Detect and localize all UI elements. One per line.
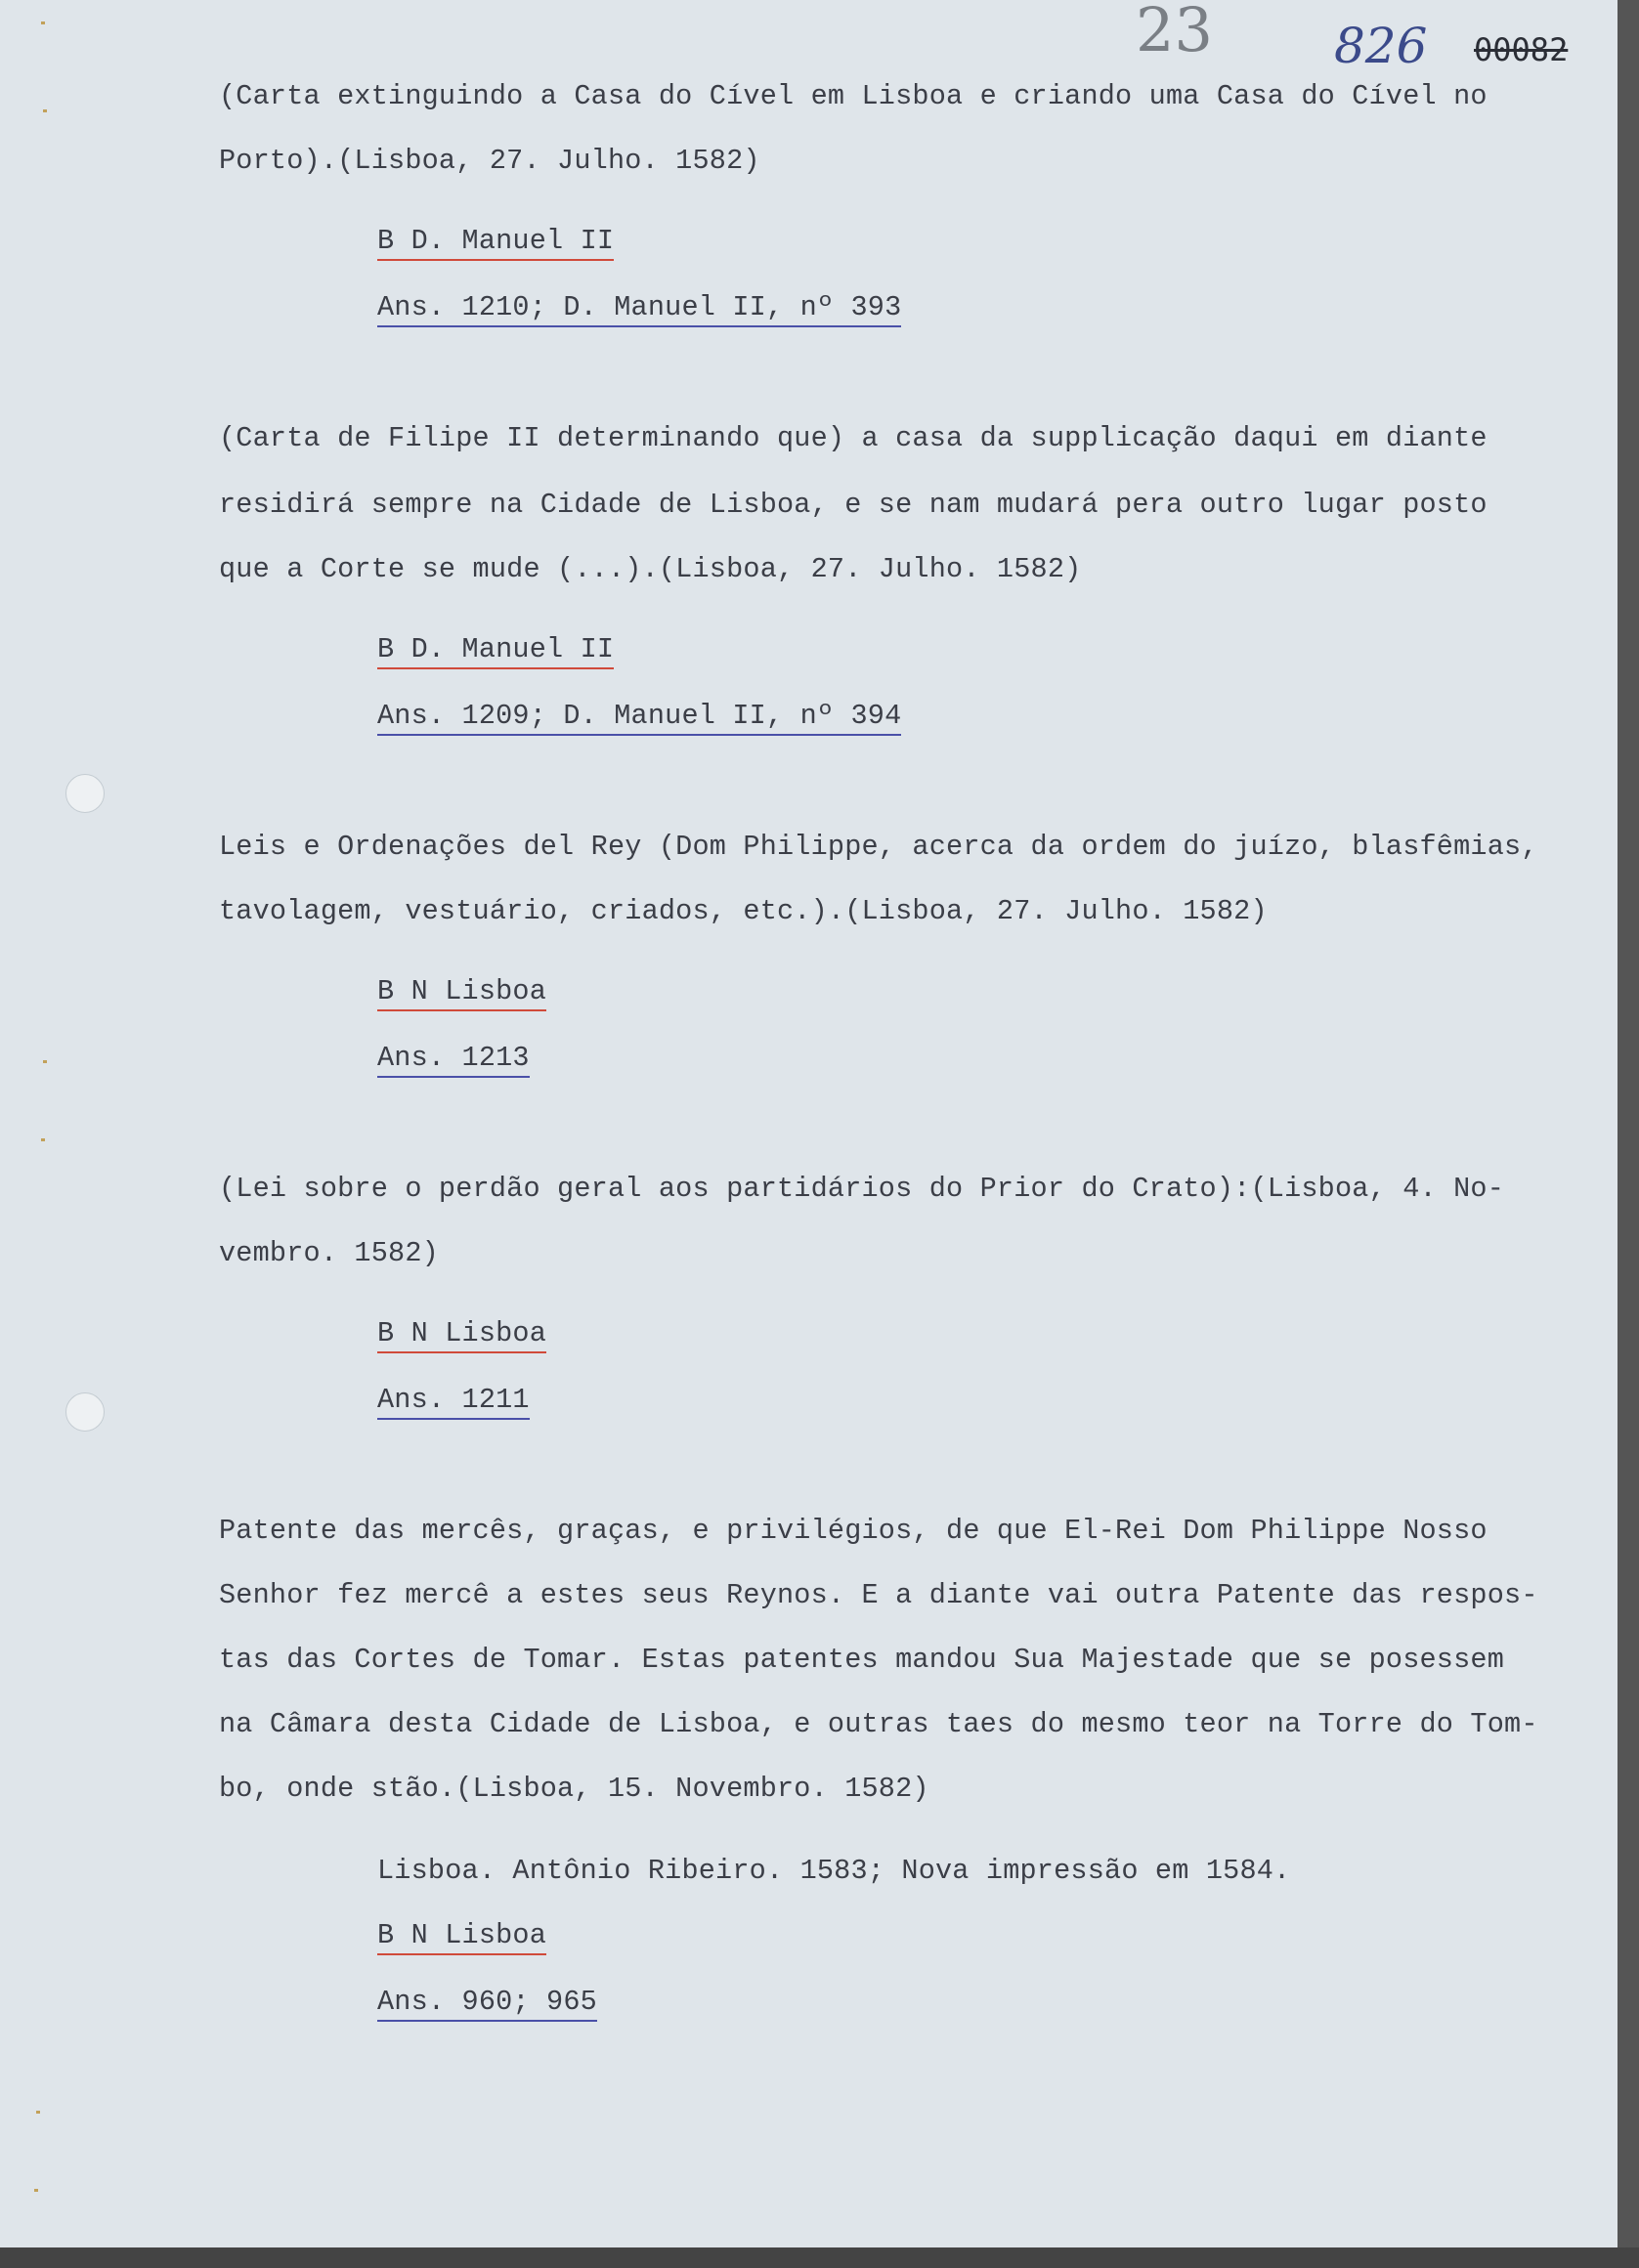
- entry-3-line-1: Leis e Ordenações del Rey (Dom Philippe, acerca da ordem do juízo, blasfêmias,: [219, 831, 1538, 863]
- pencil-page-number: 23: [1136, 0, 1213, 65]
- margin-mark: [43, 109, 47, 112]
- margin-mark: [36, 2111, 40, 2114]
- entry-5-line-4: na Câmara desta Cidade de Lisboa, e outras taes do mesmo teor na Torre do Tom-: [219, 1708, 1538, 1740]
- punch-hole-top: [65, 774, 105, 813]
- entry-5-line-3: tas das Cortes de Tomar. Estas patentes mandou Sua Majestade que se posessem: [219, 1644, 1505, 1676]
- entry-2-line-2: residirá sempre na Cidade de Lisboa, e se nam mudará pera outro lugar posto: [219, 489, 1488, 521]
- entry-5-library: [377, 1919, 546, 1955]
- entry-4-library-text: B N Lisboa: [377, 1317, 546, 1353]
- entry-3-reference-text: Ans. 1213: [377, 1042, 530, 1078]
- entry-3-library-text: B N Lisboa: [377, 975, 546, 1011]
- entry-5-reference-text: Ans. 960; 965: [377, 1986, 597, 2022]
- entry-3-line-2: tavolagem, vestuário, criados, etc.).(Lisboa, 27. Julho. 1582): [219, 895, 1268, 927]
- margin-mark: [41, 1138, 45, 1141]
- stamp-number: 00082: [1474, 31, 1569, 68]
- entry-2-library-text: B D. Manuel II: [377, 633, 614, 669]
- entry-1-line-2: Porto).(Lisboa, 27. Julho. 1582): [219, 145, 760, 177]
- margin-mark: [43, 1060, 47, 1063]
- entry-3-library: [377, 975, 546, 1011]
- entry-1-reference-text: Ans. 1210; D. Manuel II, nº 393: [377, 291, 901, 327]
- entry-4-reference-text: Ans. 1211: [377, 1384, 530, 1420]
- entry-4-line-2: vembro. 1582): [219, 1237, 439, 1269]
- entry-4-library: [377, 1317, 546, 1353]
- entry-5-line-2: Senhor fez mercê a estes seus Reynos. E a diante vai outra Patente das respos-: [219, 1579, 1538, 1611]
- margin-mark: [34, 2189, 38, 2192]
- entry-5-library-text: B N Lisboa: [377, 1919, 546, 1955]
- entry-2-reference: [377, 700, 901, 736]
- entry-1-library: [377, 225, 614, 261]
- punch-hole-bottom: [65, 1392, 105, 1432]
- entry-5-line-5: bo, onde stão.(Lisboa, 15. Novembro. 1582): [219, 1773, 929, 1805]
- scan-edge-right: [1617, 0, 1639, 2268]
- scan-edge-bottom: [0, 2247, 1639, 2268]
- entry-2-library: [377, 633, 614, 669]
- handwritten-number: 826: [1334, 18, 1428, 74]
- entry-5-imprint: Lisboa. Antônio Ribeiro. 1583; Nova impressão em 1584.: [377, 1855, 1291, 1887]
- entry-1-library-text: B D. Manuel II: [377, 225, 614, 261]
- entry-3-reference: [377, 1042, 530, 1078]
- entry-2-line-3: que a Corte se mude (...).(Lisboa, 27. Julho. 1582): [219, 553, 1082, 585]
- entry-2-line-1: (Carta de Filipe II determinando que) a casa da supplicação daqui em diante: [219, 422, 1488, 454]
- entry-2-reference-text: Ans. 1209; D. Manuel II, nº 394: [377, 700, 901, 736]
- entry-1-line-1: (Carta extinguindo a Casa do Cível em Lisboa e criando uma Casa do Cível no: [219, 80, 1488, 112]
- entry-4-reference: [377, 1384, 530, 1420]
- entry-4-line-1: (Lei sobre o perdão geral aos partidários do Prior do Crato):(Lisboa, 4. No-: [219, 1173, 1505, 1205]
- margin-mark: [41, 21, 45, 24]
- entry-1-reference: [377, 291, 901, 327]
- entry-5-reference: [377, 1986, 597, 2022]
- entry-5-line-1: Patente das mercês, graças, e privilégios, de que El-Rei Dom Philippe Nosso: [219, 1515, 1488, 1547]
